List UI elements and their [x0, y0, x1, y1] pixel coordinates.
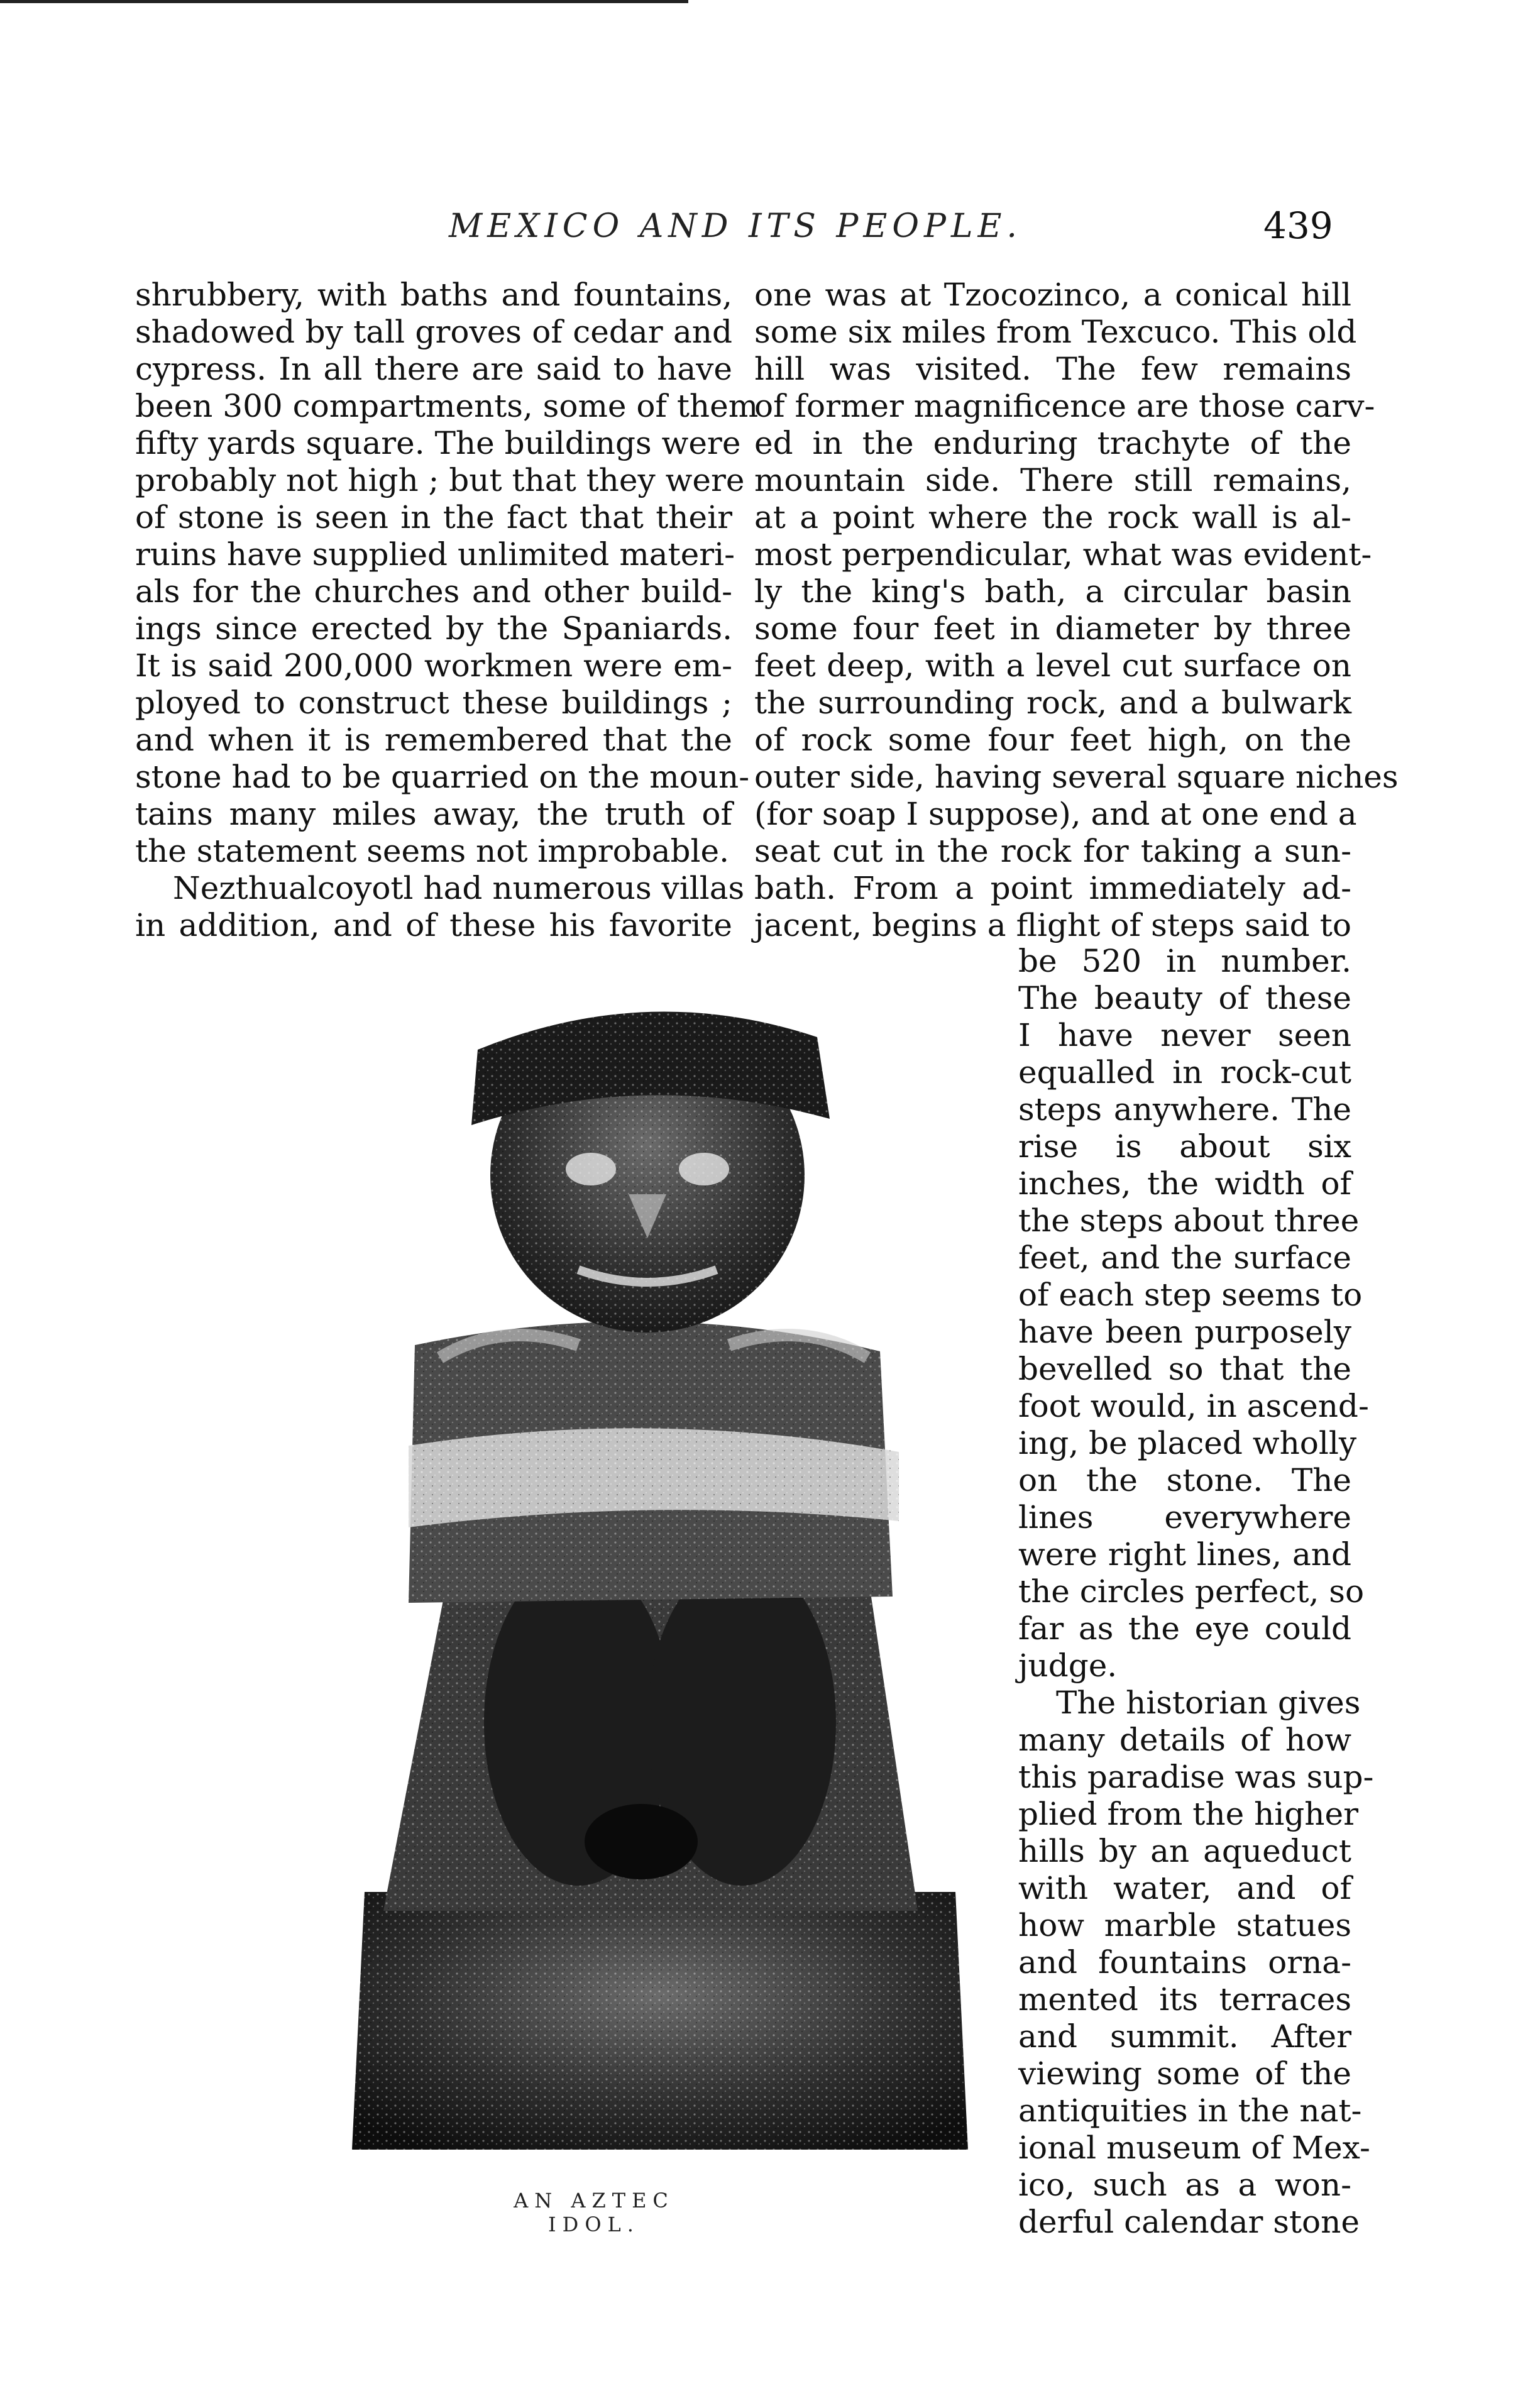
- text-line: be 520 in number.: [1018, 943, 1351, 979]
- text-line: one was at Tzocozinco, a conical hill: [754, 277, 1351, 313]
- text-line: most perpendicular, what was evident-: [754, 536, 1372, 573]
- text-line: and fountains orna-: [1018, 1944, 1351, 1981]
- figure-caption: AN AZTEC IDOL.: [514, 2189, 674, 2236]
- text-line: derful calendar stone: [1018, 2204, 1360, 2240]
- text-line: inches, the width of: [1018, 1165, 1351, 1202]
- text-line: It is said 200,000 workmen were em-: [135, 647, 732, 684]
- text-line: the statement seems not improbable.: [135, 833, 730, 869]
- text-line: steps anywhere. The: [1018, 1091, 1351, 1128]
- text-line: judge.: [1018, 1647, 1118, 1684]
- text-line: equalled in rock-cut: [1018, 1054, 1351, 1091]
- text-line: hill was visited. The few remains: [754, 351, 1351, 387]
- text-line: foot would, in ascend-: [1018, 1388, 1369, 1424]
- text-line: ly the king's bath, a circular basin: [754, 573, 1351, 610]
- text-line: on the stone. The: [1018, 1462, 1351, 1498]
- text-line: bevelled so that the: [1018, 1351, 1351, 1387]
- text-line: The historian gives: [1056, 1685, 1361, 1721]
- text-line: with water, and of: [1018, 1870, 1351, 1906]
- text-line: Nezthualcoyotl had numerous villas: [173, 870, 745, 906]
- text-line: ing, be placed wholly: [1018, 1425, 1357, 1461]
- text-line: how marble statues: [1018, 1907, 1351, 1943]
- text-line: shadowed by tall groves of cedar and: [135, 314, 732, 350]
- text-line: probably not high ; but that they were: [135, 462, 745, 498]
- aztec-idol-illustration: [314, 968, 1025, 2150]
- text-line: in addition, and of these his favorite: [135, 907, 732, 943]
- page-number: 439: [1263, 204, 1333, 247]
- text-line: far as the eye could: [1018, 1610, 1351, 1647]
- text-line: rise is about six: [1018, 1128, 1351, 1165]
- text-line: the circles perfect, so: [1018, 1573, 1365, 1610]
- text-line: and summit. After: [1018, 2018, 1351, 2055]
- text-line: antiquities in the nat-: [1018, 2092, 1362, 2129]
- text-line: at a point where the rock wall is al-: [754, 499, 1351, 536]
- text-line: viewing some of the: [1018, 2055, 1351, 2092]
- text-line: were right lines, and: [1018, 1536, 1351, 1573]
- text-line: of former magnificence are those carv-: [754, 388, 1375, 424]
- text-line: shrubbery, with baths and fountains,: [135, 277, 732, 313]
- text-line: seat cut in the rock for taking a sun-: [754, 833, 1351, 869]
- left-column: [135, 277, 759, 944]
- text-line: mented its terraces: [1018, 1981, 1351, 2018]
- text-line: have been purposely: [1018, 1314, 1351, 1350]
- text-line: ed in the enduring trachyte of the: [754, 425, 1351, 461]
- text-line: many details of how: [1018, 1722, 1351, 1758]
- running-title: MEXICO AND ITS PEOPLE.: [449, 207, 1022, 245]
- text-line: feet deep, with a level cut surface on: [754, 647, 1351, 684]
- text-line: fifty yards square. The buildings were: [135, 425, 741, 461]
- text-line: the surrounding rock, and a bulwark: [754, 684, 1351, 721]
- text-line: ployed to construct these buildings ;: [135, 684, 732, 721]
- text-line: bath. From a point immediately ad-: [754, 870, 1351, 906]
- text-line: plied from the higher: [1018, 1796, 1358, 1832]
- text-line: and when it is remembered that the: [135, 722, 732, 758]
- text-line: The beauty of these: [1018, 980, 1351, 1016]
- text-line: some six miles from Texcuco. This old: [754, 314, 1357, 350]
- text-line: ruins have supplied unlimited materi-: [135, 536, 735, 573]
- text-line: some four feet in diameter by three: [754, 610, 1351, 647]
- text-line: ional museum of Mex-: [1018, 2130, 1370, 2166]
- text-line: of rock some four feet high, on the: [754, 722, 1351, 758]
- text-line: lines everywhere: [1018, 1499, 1351, 1536]
- text-line: mountain side. There still remains,: [754, 462, 1351, 498]
- text-line: cypress. In all there are said to have: [135, 351, 732, 387]
- text-line: stone had to be quarried on the moun-: [135, 759, 750, 795]
- text-line: the steps about three: [1018, 1202, 1360, 1239]
- text-line: ico, such as a won-: [1018, 2167, 1351, 2203]
- text-line: feet, and the surface: [1018, 1239, 1351, 1276]
- text-line: outer side, having several square niches: [754, 759, 1399, 795]
- text-line: ings since erected by the Spaniards.: [135, 610, 732, 647]
- text-line: jacent, begins a flight of steps said to: [754, 907, 1351, 943]
- right-column: [754, 277, 1399, 944]
- text-line: tains many miles away, the truth of: [135, 796, 732, 832]
- text-line: als for the churches and other build-: [135, 573, 732, 610]
- text-line: hills by an aqueduct: [1018, 1833, 1351, 1869]
- text-line: I have never seen: [1018, 1017, 1351, 1053]
- text-line: (for soap I suppose), and at one end a: [754, 796, 1357, 832]
- top-rule: [0, 0, 688, 3]
- text-line: been 300 compartments, some of them: [135, 388, 759, 424]
- text-line: of stone is seen in the fact that their: [135, 499, 732, 536]
- text-line: of each step seems to: [1018, 1277, 1363, 1313]
- right-column-narrow: [1018, 943, 1374, 2241]
- text-line: this paradise was sup-: [1018, 1759, 1374, 1795]
